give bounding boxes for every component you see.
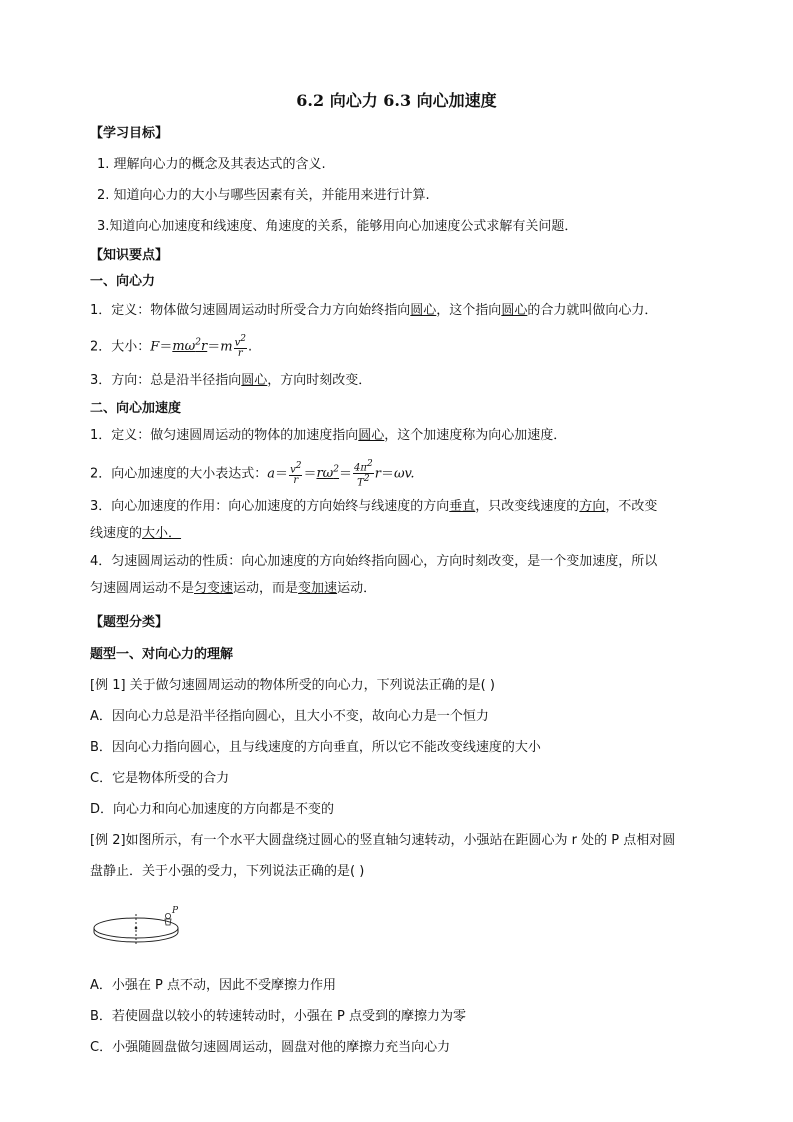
- acceleration-role-line1: 3．向心加速度的作用：向心加速度的方向始终与线速度的方向垂直，只改变线速度的方向，不改变: [90, 499, 658, 514]
- example2-stem-line1: [例 2]如图所示，有一个水平大圆盘绕过圆心的竖直轴匀速转动，小强站在距圆心为 r 处的 P 点相对圆: [90, 833, 676, 848]
- knowledge-header: 【知识要点】: [90, 248, 169, 263]
- acceleration-definition: 1．定义：做匀速圆周运动的物体的加速度指向圆心，这个加速度称为向心加速度．: [90, 428, 567, 443]
- goal-item: 2. 知道向心力的大小与哪些因素有关，并能用来进行计算.: [97, 188, 430, 203]
- section-header-centripetal-force: 一、向心力: [90, 274, 156, 289]
- fraction-v2-over-r: $\frac{v^2}{r}$: [234, 334, 246, 360]
- type1-header: 题型一、对向心力的理解: [90, 647, 234, 662]
- example1-option: A．因向心力总是沿半径指向圆心，且大小不变，故向心力是一个恒力: [90, 709, 489, 724]
- point-p-label: P: [172, 906, 179, 916]
- fraction-v2-over-r: $\frac{v^2}{r}$: [290, 461, 302, 487]
- goal-item: 1. 理解向心力的概念及其表达式的含义.: [97, 157, 326, 172]
- acceleration-role-line2: 线速度的大小．: [90, 526, 182, 541]
- example1-option: D．向心力和向心加速度的方向都是不变的: [90, 802, 335, 817]
- example2-option: B．若使圆盘以较小的转速转动时，小强在 P 点受到的摩擦力为零: [90, 1009, 467, 1024]
- example2-option: A．小强在 P 点不动，因此不受摩擦力作用: [90, 978, 336, 993]
- example2-option: C．小强随圆盘做匀速圆周运动，圆盘对他的摩擦力充当向心力: [90, 1040, 451, 1055]
- goals-header: 【学习目标】: [90, 126, 169, 141]
- disc-svg: [92, 900, 192, 952]
- fraction-4pi2-over-t2: $\frac{4\pi^2}{T^2}$: [354, 459, 373, 489]
- page-title: 6.2 向心力 6.3 向心加速度: [296, 91, 497, 110]
- example1-option: C．它是物体所受的合力: [90, 771, 230, 786]
- types-header: 【题型分类】: [90, 615, 169, 630]
- section-header-centripetal-acceleration: 二、向心加速度: [90, 401, 182, 416]
- motion-property-line2: 匀速圆周运动不是匀变速运动，而是变加速运动．: [90, 581, 377, 596]
- goal-item: 3.知道向心加速度和线速度、角速度的关系，能够用向心加速度公式求解有关问题．: [97, 219, 578, 234]
- rotating-disc-figure: [92, 900, 192, 956]
- force-definition: 1．定义：物体做匀速圆周运动时所受合力方向始终指向圆心，这个指向圆心的合力就叫做向心力．: [90, 303, 658, 318]
- force-direction: 3．方向：总是沿半径指向圆心，方向时刻改变．: [90, 373, 372, 388]
- example1-stem: [例 1] 关于做匀速圆周运动的物体所受的向心力，下列说法正确的是( ): [90, 678, 495, 693]
- example2-stem-line2: 盘静止．关于小强的受力，下列说法正确的是( ): [90, 864, 365, 879]
- force-magnitude-formula: 2．大小：$F=m\omega^2r=m$ $\frac{v^2}{r}$ .: [90, 334, 253, 360]
- acceleration-formula: 2．向心加速度的大小表达式：a＝ $\frac{v^2}{r}$ $=r\omega^2=$ $\frac{4\pi^2}{T^2}$ r＝ωv.: [90, 459, 415, 489]
- motion-property-line1: 4．匀速圆周运动的性质：向心加速度的方向始终指向圆心，方向时刻改变，是一个变加速度，所以: [90, 554, 658, 569]
- example1-option: B．因向心力指向圆心，且与线速度的方向垂直，所以它不能改变线速度的大小: [90, 740, 541, 755]
